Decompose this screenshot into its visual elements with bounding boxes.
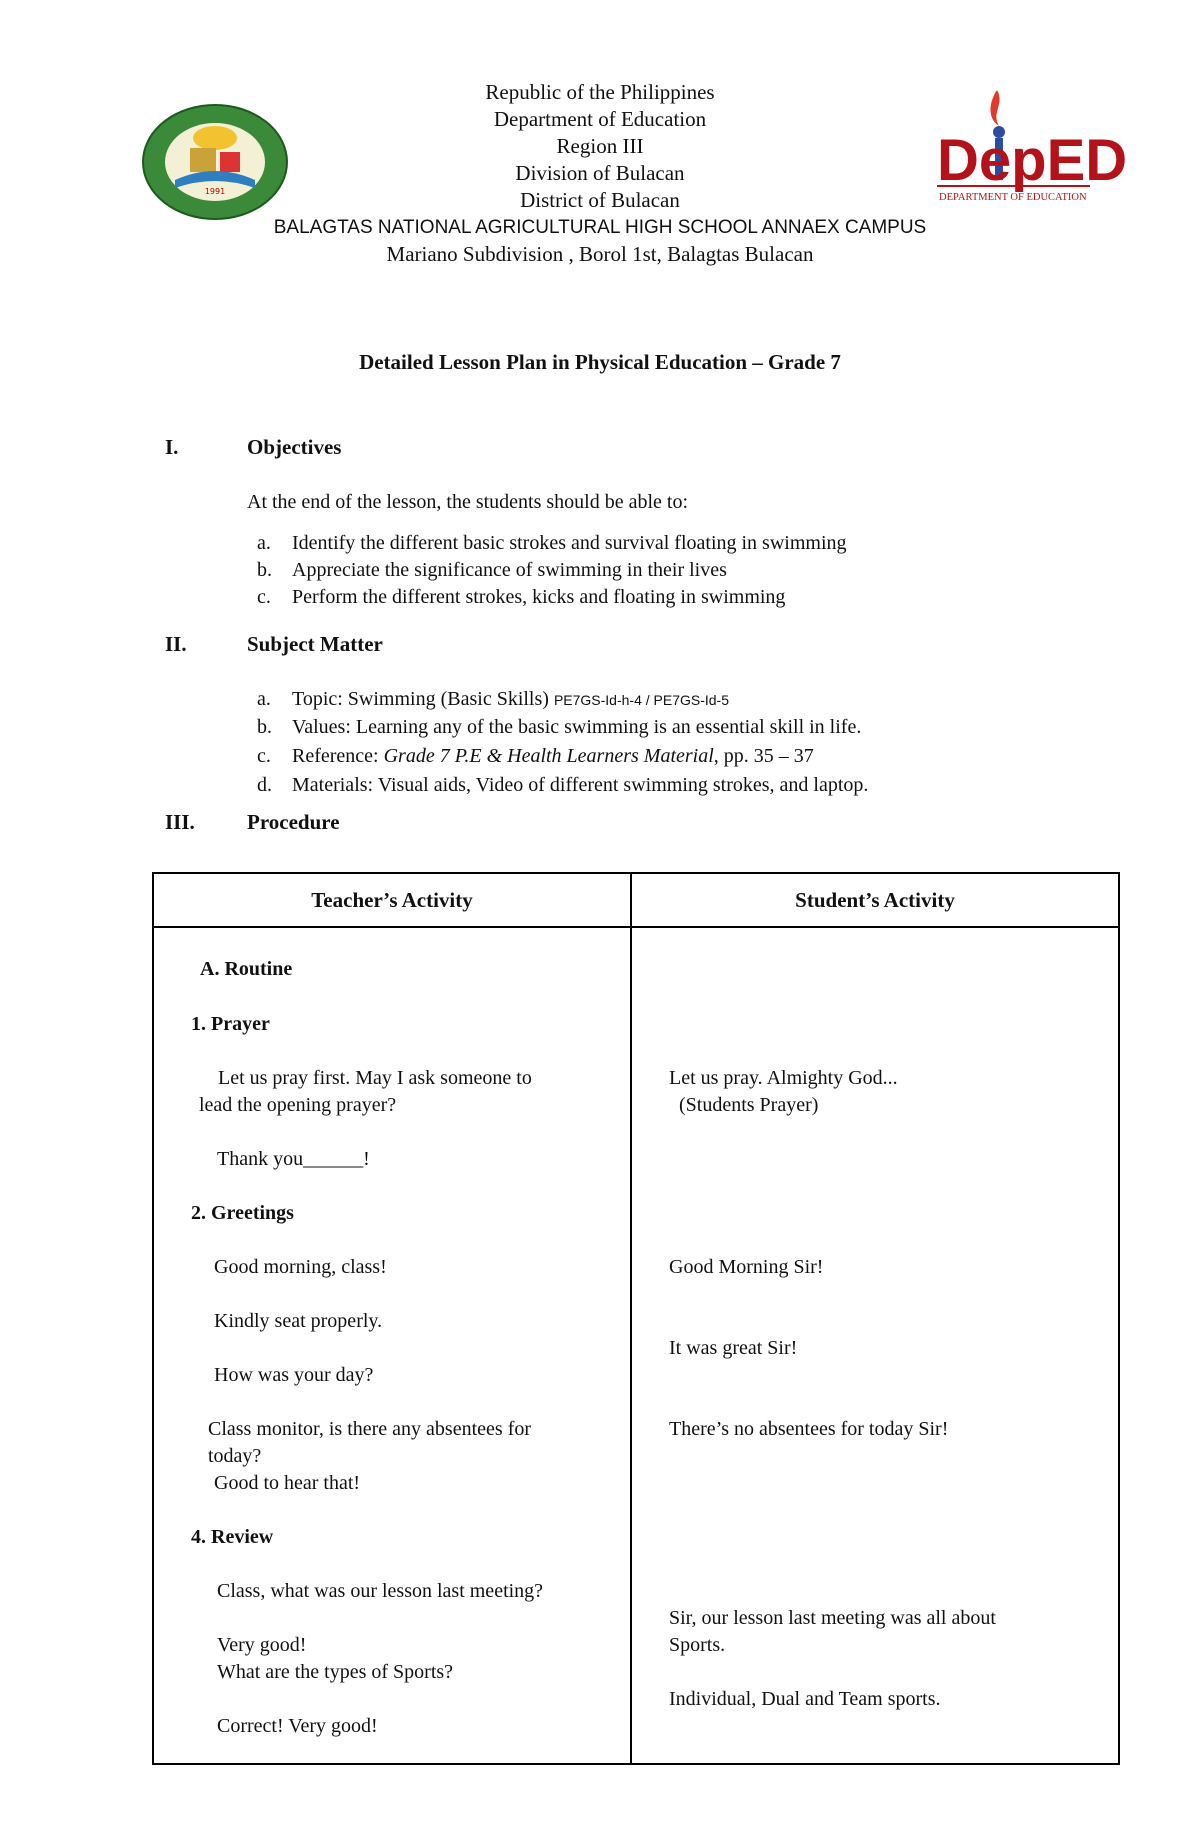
svg-text:DepED: DepED (937, 128, 1128, 193)
teacher-line: Good morning, class! (214, 1256, 387, 1278)
subject-materials: d. Materials: Visual aids, Video of different swimming strokes, and laptop. (257, 774, 869, 796)
teacher-line: Let us pray first. May I ask someone to (218, 1067, 532, 1089)
student-line: (Students Prayer) (679, 1094, 819, 1116)
teacher-line: Class, what was our lesson last meeting? (217, 1580, 544, 1602)
school-address: Mariano Subdivision , Borol 1st, Balagtas Bulacan (386, 242, 814, 266)
teacher-line: Good to hear that! (214, 1472, 361, 1494)
objective-item: c. Perform the different strokes, kicks and floating in swimming (257, 586, 786, 608)
teacher-line: Correct! Very good! (217, 1715, 378, 1737)
subject-values: b. Values: Learning any of the basic swimming is an essential skill in life. (257, 716, 862, 738)
objective-item: a. Identify the different basic strokes and survival floating in swimming (257, 532, 847, 554)
header-line-1: Republic of the Philippines (485, 80, 715, 104)
school-name: BALAGTAS NATIONAL AGRICULTURAL HIGH SCHOOL ANNAEX CAMPUS (273, 217, 927, 238)
teacher-line: Thank you______! (217, 1148, 370, 1170)
svg-text:1991: 1991 (204, 187, 226, 196)
lesson-title: Detailed Lesson Plan in Physical Education – Grade 7 (359, 350, 841, 374)
subject-topic: a. Topic: Swimming (Basic Skills) PE7GS-Id-h-4 / PE7GS-Id-5 (257, 688, 730, 710)
header-line-4: Division of Bulacan (515, 161, 685, 185)
teacher-line: Class monitor, is there any absentees for (208, 1418, 532, 1440)
greetings-heading: 2. Greetings (191, 1202, 294, 1224)
prayer-heading: 1. Prayer (191, 1013, 270, 1035)
header-line-3: Region III (556, 134, 644, 158)
section-procedure: III. Procedure (165, 810, 340, 834)
header-line-2: Department of Education (493, 107, 707, 131)
col-header-student: Student’s Activity (631, 873, 1119, 927)
teacher-line: Kindly seat properly. (214, 1310, 383, 1332)
svg-text:DEPARTMENT OF EDUCATION: DEPARTMENT OF EDUCATION (939, 192, 1087, 203)
student-line: There’s no absentees for today Sir! (669, 1418, 949, 1440)
section-objectives: I. Objectives (165, 435, 342, 459)
student-activity-cell (631, 927, 1119, 1764)
student-line: Sports. (669, 1634, 726, 1656)
teacher-activity-cell (153, 927, 631, 1764)
header-line-5: District of Bulacan (520, 188, 680, 212)
teacher-line: How was your day? (214, 1364, 374, 1386)
col-header-teacher: Teacher’s Activity (153, 873, 631, 927)
teacher-line: What are the types of Sports? (217, 1661, 454, 1683)
student-line: Good Morning Sir! (669, 1256, 824, 1278)
objectives-intro: At the end of the lesson, the students should be able to: (247, 491, 689, 513)
subject-reference: c. Reference: Grade 7 P.E & Health Learners Material, pp. 35 – 37 (257, 745, 814, 767)
student-line: Individual, Dual and Team sports. (669, 1688, 941, 1710)
routine-heading: A. Routine (200, 958, 293, 980)
student-line: Sir, our lesson last meeting was all about (669, 1607, 996, 1629)
student-line: It was great Sir! (669, 1337, 798, 1359)
review-heading: 4. Review (191, 1526, 274, 1548)
procedure-table (152, 872, 1120, 1765)
student-line: Let us pray. Almighty God... (669, 1067, 898, 1089)
teacher-line: Very good! (217, 1634, 307, 1656)
section-subject-matter: II. Subject Matter (165, 632, 383, 656)
teacher-line: lead the opening prayer? (199, 1094, 397, 1116)
objective-item: b. Appreciate the significance of swimming in their lives (257, 559, 727, 581)
teacher-line: today? (208, 1445, 262, 1467)
